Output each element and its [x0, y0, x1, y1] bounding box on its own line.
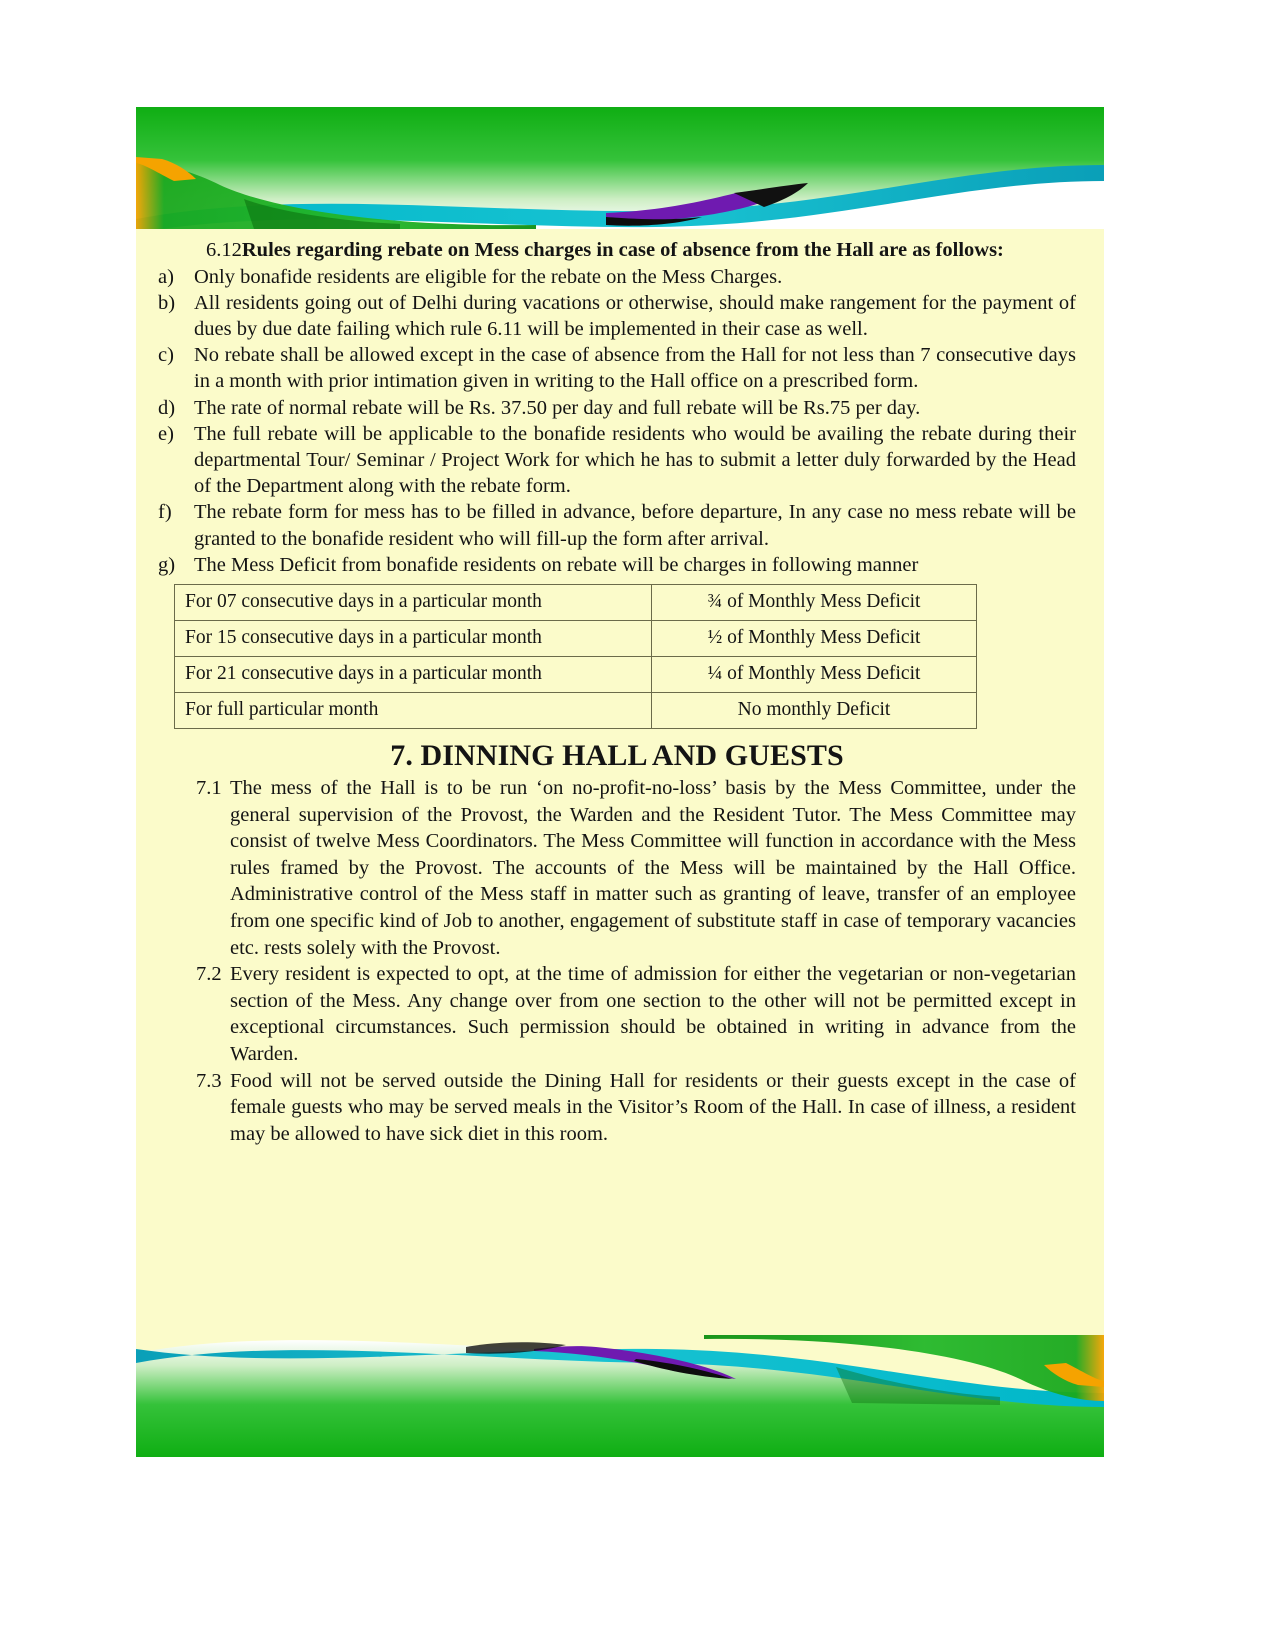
section-heading: 7. DINNING HALL AND GUESTS — [390, 739, 844, 773]
document-page — [136, 107, 1104, 1457]
green-wave-header — [136, 107, 1104, 229]
list-text: The full rebate will be applicable to the bonafide residents who would be availing the rebate during their departmental Tour/ Seminar / Project Work for which he has to submit a letter duly forwarded by the Head of the Department along with the rebate form. — [194, 422, 1076, 498]
list-item — [158, 342, 1076, 394]
table-cell-deficit: No monthly Deficit — [652, 693, 977, 729]
list-item — [158, 552, 1076, 578]
table-cell-condition: For 21 consecutive days in a particular month — [175, 657, 652, 693]
list-text: Only bonafide residents are eligible for the rebate on the Mess Charges. — [194, 265, 783, 288]
list-text: The rebate form for mess has to be filled in advance, before departure, In any case no mess rebate will be granted to the bonafide resident who will fill-up the form after arrival. — [194, 501, 1076, 550]
table-row — [175, 621, 977, 657]
clause-number: 7.3 — [196, 1069, 222, 1092]
table-cell-condition: For 15 consecutive days in a particular month — [175, 621, 652, 657]
clause-text: Food will not be served outside the Dining Hall for residents or their guests except in the case of female guests who may be served meals in the Visitor’s Room of the Hall. In case of illness, a resident may be allowed to have sick diet in this room. — [230, 1069, 1076, 1145]
list-item — [158, 395, 1076, 421]
list-marker: d) — [158, 396, 176, 419]
list-text: All residents going out of Delhi during vacations or otherwise, should make rangement for the payment of dues by due date failing which rule 6.11 will be implemented in their case as well. — [194, 291, 1076, 340]
clause-text: The mess of the Hall is to be run ‘on no-profit-no-loss’ basis by the Mess Committee, under the general supervision of the Provost, the Warden and the Resident Tutor. The Mess Committee may consist of twelve Mess Coordinators. The Mess Committee will function in accordance with the Mess rules framed by the Provost. The accounts of the Mess will be maintained by the Hall Office. Administrative control of the Mess staff in matter such as granting of leave, transfer of an employee from one specific kind of Job to another, engagement of substitute staff in case of temporary vacancies etc. rests solely with the Provost. — [230, 777, 1076, 959]
clause-text: Every resident is expected to opt, at the time of admission for either the vegetarian or non-vegetarian section of the Mess. Any change over from one section to the other will not be permitted except in exceptional circumstances. Such permission should be obtained in writing in advance from the Warden. — [230, 963, 1076, 1065]
list-item — [158, 264, 1076, 290]
table-row — [175, 693, 977, 729]
list-text: The Mess Deficit from bonafide residents on rebate will be charges in following manner — [194, 553, 919, 576]
list-text: No rebate shall be allowed except in the case of absence from the Hall for not less than 7 consecutive days in a month with prior intimation given in writing to the Hall office on a prescribed form. — [194, 344, 1076, 393]
clause-6-12 — [158, 237, 1076, 264]
document-body — [136, 237, 1104, 1147]
clause-heading: Rules regarding rebate on Mess charges in case of absence from the Hall are as follows: — [241, 239, 1004, 261]
clause-6-12-sublist — [158, 264, 1076, 578]
list-marker: a) — [158, 265, 174, 288]
list-marker: c) — [158, 344, 174, 367]
list-item — [158, 290, 1076, 342]
list-marker: e) — [158, 422, 174, 445]
table-cell-deficit: ¾ of Monthly Mess Deficit — [652, 585, 977, 621]
table-cell-deficit: ½ of Monthly Mess Deficit — [652, 621, 977, 657]
mess-deficit-table — [174, 584, 977, 729]
list-marker: f) — [158, 501, 172, 524]
clause-number: 7.1 — [196, 777, 222, 800]
table-cell-condition: For full particular month — [175, 693, 652, 729]
list-item — [158, 499, 1076, 551]
list-marker: g) — [158, 553, 176, 576]
list-text: The rate of normal rebate will be Rs. 37.50 per day and full rebate will be Rs.75 per day. — [194, 396, 921, 419]
list-marker: b) — [158, 291, 176, 314]
table-cell-deficit: ¼ of Monthly Mess Deficit — [652, 657, 977, 693]
green-wave-footer — [136, 1335, 1104, 1457]
clause-7-3 — [158, 1068, 1076, 1148]
clause-number: 6.12 — [206, 239, 242, 261]
clause-7-1 — [158, 775, 1076, 961]
table-row — [175, 585, 977, 621]
clause-number: 7.2 — [196, 963, 222, 986]
table-row — [175, 657, 977, 693]
list-item — [158, 421, 1076, 500]
table-cell-condition: For 07 consecutive days in a particular month — [175, 585, 652, 621]
clause-7-2 — [158, 961, 1076, 1067]
